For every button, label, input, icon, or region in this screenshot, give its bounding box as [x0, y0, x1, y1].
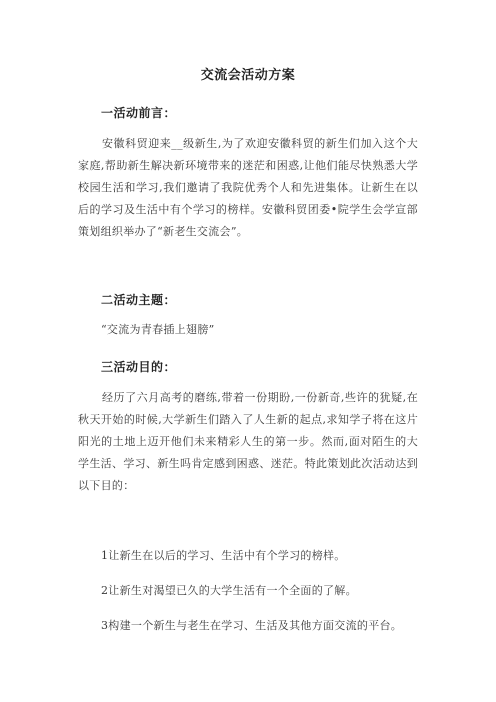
- preface-paragraph: 安徽科贸迎来__级新生,为了欢迎安徽科贸的新生们加入这个大家庭,帮助新生解决新环境带来的迷茫和困惑,让他们能尽快熟悉大学校园生活和学习,我们邀请了我院优秀个人和先进集体。让新生在以后的学习及生活中有个学习的榜样。安徽科贸团委•院学生会学宣部策划组织举办了“新老生交流会”。: [78, 137, 418, 238]
- purpose-paragraph: 经历了六月高考的磨练,带着一份期盼,一份新奇,些许的犹疑,在秋天开始的时候,大学新生们踏入了人生新的起点,求知学子将在这片阳光的土地上迈开他们未来精彩人生的第一步。然而,面对陌生的大学生活、学习、新生吗肯定感到困惑、迷茫。特此策划此次活动达到以下目的：: [78, 391, 418, 492]
- goal-item: 3构建一个新生与老生在学习、生活及其他方面交流的平台。: [101, 619, 403, 632]
- theme-line: “交流为青春插上翅膀”: [101, 323, 215, 336]
- goal-item: 1让新生在以后的学习、生活中有个学习的榜样。: [101, 549, 346, 562]
- goal-item: 2让新生对渴望已久的大学生活有一个全面的了解。: [101, 584, 357, 597]
- section-heading-theme: 二活动主题：: [101, 293, 177, 307]
- section-heading-preface: 一活动前言：: [101, 106, 177, 120]
- section-heading-purpose: 三活动目的：: [101, 360, 177, 374]
- document-title: 交流会活动方案: [200, 68, 296, 83]
